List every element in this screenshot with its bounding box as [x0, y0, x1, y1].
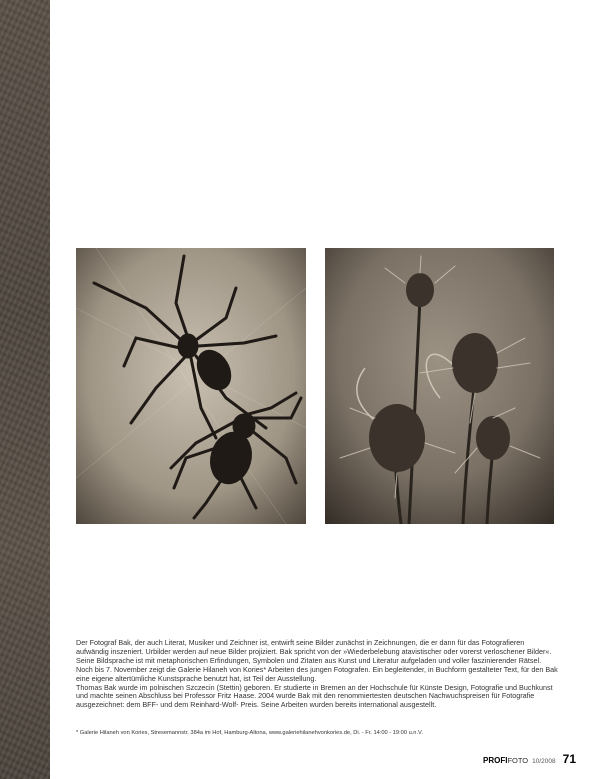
paragraph-exhibition: Noch bis 7. November zeigt die Galerie Hilaneh von Kories* Arbeiten des jungen Fotografen. Ein begleitender, in Buchform gestalteter Text, für den Bak eine eigene altertümliche Kunstsprache benutzt hat, ist Teil der Ausstellung. — [76, 664, 558, 683]
paragraph-intro: Der Fotograf Bak, der auch Literat, Musiker und Zeichner ist, entwirft seine Bilder zunächst in Zeichnungen, die er dann für das Fotografieren aufwändig inszeniert. Urbilder werden auf neue Bilder projiziert. Bak spricht von der »Wiederbelebung atavistischer oder vorerst verloschener Bilder«. Seine Bildsprache ist mit metaphorischen Erfindungen, Symbolen und Zitaten aus Kunst und Literatur aufgeladen und voller faszinierender Rätsel. — [76, 638, 552, 665]
photo-spiders — [76, 248, 306, 524]
article-body — [76, 639, 558, 710]
page-folio — [483, 750, 576, 768]
page-number: 71 — [562, 752, 576, 766]
photo-teasels — [325, 248, 554, 524]
decorative-sidebar — [0, 0, 50, 779]
brand-bold: PROFI — [482, 756, 508, 765]
magazine-name — [483, 750, 528, 768]
gallery-footnote: * Galerie Hilaneh von Kories, Stresemannstr. 384a im Hof, Hamburg-Altona, www.galeriehilanehvonkories.de, Di. - Fr. 14:00 - 19:00 u.n.V. — [76, 730, 423, 736]
issue-number: 10/2008 — [532, 758, 556, 765]
brand-light: FOTO — [507, 756, 529, 765]
paragraph-biography: Thomas Bak wurde im polnischen Szczecin (Stettin) geboren. Er studierte in Bremen an der Hochschule für Künste Design, Fotografie und Buchkunst und machte seinen Abschluss bei Professor Fritz Haase. 2004 wurde Bak mit den renommiertesten deutschen Nachwuchspreisen für Fotografie ausgezeichnet: dem BFF- und dem Reinhard-Wolf- Preis. Seine Arbeiten wurden bereits international ausgestellt. — [76, 682, 553, 710]
